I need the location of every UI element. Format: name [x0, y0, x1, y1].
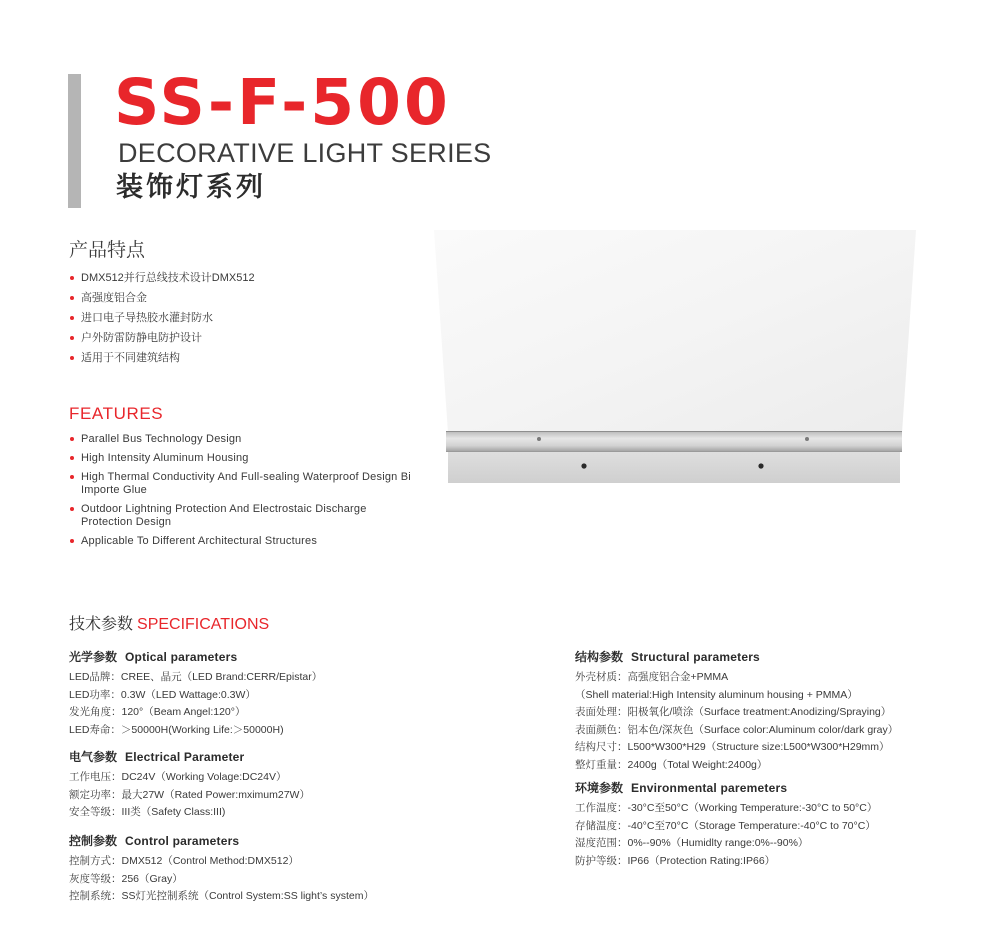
- control-parameters: [69, 834, 374, 906]
- list-item: Outdoor Lightning Protection And Electrostaic Discharge Protection Design: [69, 503, 414, 529]
- features-cn-heading: 产品特点: [69, 240, 146, 261]
- spec-row: 工作电压：DC24V（Working Volage:DC24V）: [69, 771, 287, 783]
- base-housing: [448, 452, 900, 483]
- structural-parameters: [575, 650, 898, 775]
- spec-row: 控制系统：SS灯光控制系统（Control System:SS light’s system）: [69, 890, 374, 903]
- spec-row: 结构尺寸：L500*W300*H29（Structure size:L500*W300*H29mm）: [575, 741, 890, 754]
- group-heading: 电气参数 Electrical Parameter: [69, 750, 245, 764]
- spec-row: 安全等级：III类（Safety Class:III): [69, 806, 226, 819]
- group-heading: 光学参数 Optical parameters: [69, 650, 238, 664]
- spec-row: 整灯重量：2400g（Total Weight:2400g）: [575, 758, 768, 771]
- mounting-hole: [758, 463, 763, 468]
- spec-row: 灰度等级：256（Gray）: [69, 872, 183, 885]
- mounting-hole: [581, 463, 586, 468]
- spec-row: 存储温度：-40°C至70°C（Storage Temperature:-40°C to 70°C）: [575, 819, 876, 832]
- bullet-dot: [70, 507, 74, 511]
- list-item: High Thermal Conductivity And Full-sealing Waterproof Design Bi Importe Glue: [69, 471, 414, 497]
- list-item: Parallel Bus Technology Design: [69, 433, 414, 446]
- product-model-title: SS-F-500: [114, 66, 451, 139]
- spec-row: 额定功率：最大27W（Rated Power:mximum27W）: [69, 788, 310, 801]
- list-item: High Intensity Aluminum Housing: [69, 452, 414, 465]
- title-accent-bar: [68, 74, 81, 208]
- features-en-heading: FEATURES: [69, 404, 164, 423]
- bullet-dot: [70, 539, 74, 543]
- spec-row: 表面颜色：铝本色/深灰色（Surface color:Aluminum color/dark gray）: [575, 723, 899, 736]
- environmental-parameters: [575, 781, 877, 870]
- spec-row: （Shell material:High Intensity aluminum housing + PMMA）: [575, 688, 858, 701]
- features-cn-list: [69, 272, 255, 372]
- group-heading: 环境参数 Environmental paremeters: [575, 781, 788, 795]
- list-item: 适用于不同建筑结构: [69, 352, 255, 365]
- bullet-dot: [70, 316, 74, 320]
- spec-row: 湿度范围：0%--90%（Humidlty range:0%--90%）: [575, 837, 809, 850]
- features-en-list: [69, 433, 414, 554]
- spec-row: LED品牌：CREE、晶元（LED Brand:CERR/Epistar）: [69, 671, 323, 683]
- spec-row: 发光角度：120°（Beam Angel:120°）: [69, 706, 246, 719]
- optical-parameters: [69, 650, 322, 739]
- electrical-parameters: [69, 750, 310, 822]
- spec-row: 外壳材质：高强度铝合金+PMMA: [575, 671, 729, 683]
- spec-row: LED寿命：＞50000H(Working Life:＞50000H): [69, 723, 284, 736]
- group-heading: 结构参数 Structural parameters: [575, 650, 760, 664]
- bullet-dot: [70, 296, 74, 300]
- bullet-dot: [70, 356, 74, 360]
- bullet-dot: [70, 336, 74, 340]
- bullet-dot: [70, 276, 74, 280]
- series-title-en: DECORATIVE LIGHT SERIES: [118, 138, 492, 168]
- rail-screw: [537, 437, 541, 441]
- spec-row: 工作温度：-30°C至50°C（Working Temperature:-30°C to 50°C）: [575, 802, 878, 814]
- specifications-heading: 技术参数 SPECIFICATIONS: [69, 616, 270, 633]
- group-heading: 控制参数 Control parameters: [69, 834, 240, 848]
- list-item: 高强度铝合金: [69, 292, 255, 305]
- mounting-rail: [446, 431, 902, 452]
- list-item: DMX512并行总线技术设计DMX512: [69, 272, 255, 285]
- rail-screw: [805, 437, 809, 441]
- spec-row: 表面处理：阳极氧化/喷涂（Surface treatment:Anodizing/Spraying）: [575, 706, 892, 719]
- list-item: 户外防雷防静电防护设计: [69, 332, 255, 345]
- diffuser-panel: [434, 230, 916, 433]
- bullet-dot: [70, 437, 74, 441]
- series-title-cn: 装饰灯系列: [116, 172, 266, 202]
- list-item: Applicable To Different Architectural Structures: [69, 535, 414, 548]
- list-item: 进口电子导热胶水灌封防水: [69, 312, 255, 325]
- product-image: [434, 230, 916, 486]
- spec-row: 控制方式：DMX512（Control Method:DMX512）: [69, 855, 299, 867]
- bullet-dot: [70, 456, 74, 460]
- spec-row: LED功率：0.3W（LED Wattage:0.3W）: [69, 688, 256, 701]
- bullet-dot: [70, 475, 74, 479]
- spec-row: 防护等级：IP66（Protection Rating:IP66）: [575, 854, 776, 867]
